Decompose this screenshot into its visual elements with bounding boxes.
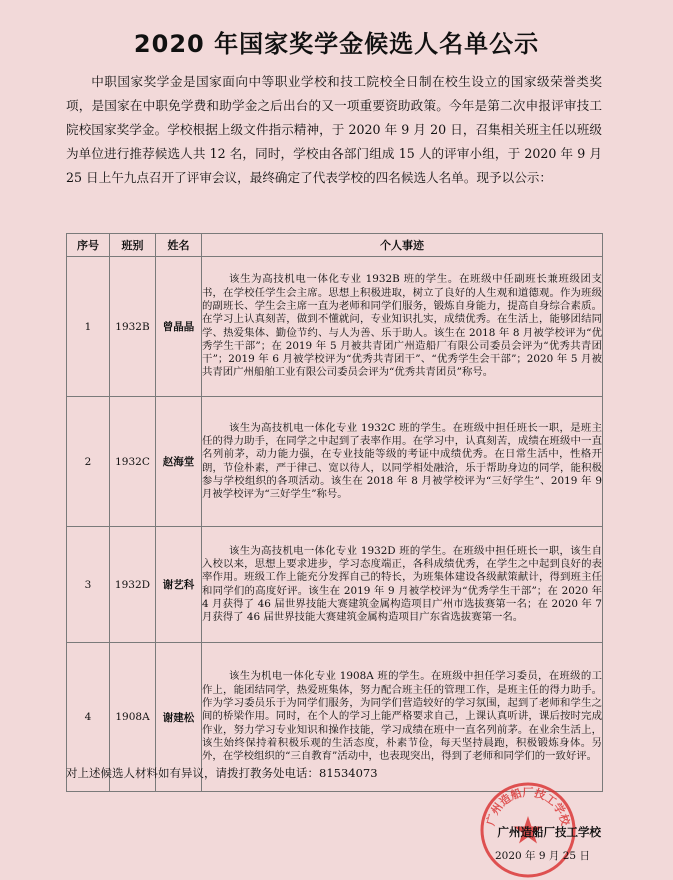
row-deeds: 该生为高技机电一体化专业 1932C 班的学生。在班级中担任班长一职，是班主任的得力助手，在同学之中起到了表率作用。在学习中，认真刻苦，成绩在班级中一直名列前茅，动力能力强，在专业技能等级的考证中成绩优秀。在日常生活中，性格开朗，节俭朴素，严于律己、宽以待人，以同学相处融洽，乐于帮助身边的同学，能积极参与学校组织的各项活动。该生在 2018 年 8 月被学校评为“三好学生”、2019 年 9 月被学校评为“三好学生”称号。 bbox=[202, 397, 603, 527]
row-name: 曾晶晶 bbox=[156, 257, 202, 397]
row-no: 1 bbox=[67, 257, 110, 397]
row-no: 4 bbox=[67, 643, 110, 792]
row-no: 3 bbox=[67, 527, 110, 643]
table-row bbox=[67, 397, 603, 527]
row-deeds: 该生为机电一体化专业 1908A 班的学生。在班级中担任学习委员，在班级的工作上，能团结同学，热爱班集体，努力配合班主任的管理工作，是班主任的得力助手。作为学习委员乐于为同学们服务，为同学们营造较好的学习氛围，起到了老师和学生之间的桥梁作用。同时，在个人的学习上能严格要求自己，上课认真听讲，课后按时完成作业，努力学习专业知识和操作技能，学习成绩在班中一直名列前茅。在业余生活上，该生始终保持着积极乐观的生活态度，朴素节俭，每天坚持晨跑，积极锻炼身体。另外，在学校组织的“三自教育”活动中，也表现突出，得到了老师和同学们的一致好评。 bbox=[202, 643, 603, 792]
table-header-row bbox=[67, 234, 603, 257]
table-row bbox=[67, 257, 603, 397]
row-deeds: 该生为高技机电一体化专业 1932D 班的学生。在班级中担任班长一职，该生自入校以来，思想上要求进步，学习态度端正，各科成绩优秀，在学生之中起到良好的表率作用。班级工作上能充分发挥自己的特长，为班集体建设各级献策献计，得到班主任和同学们的高度好评。该生在 2019 年 9 月被学校评为“优秀学生干部”；在 2020 年 4 月获得了 46 届世界技能大赛建筑金属构造项目广州市选拔赛第一名；在 2020 年 7 月获得了 46 届世界技能大赛建筑金属构造项目广东省选拔赛第一名。 bbox=[202, 527, 603, 643]
header-no: 序号 bbox=[67, 234, 110, 257]
signature-date: 2020 年 9 月 25 日 bbox=[495, 850, 590, 862]
row-no: 2 bbox=[67, 397, 110, 527]
row-class: 1932B bbox=[110, 257, 156, 397]
school-signature: 广州造船厂技工学校 bbox=[497, 825, 601, 839]
header-name: 姓名 bbox=[156, 234, 202, 257]
intro-paragraph: 中职国家奖学金是国家面向中等职业学校和技工院校全日制在校生设立的国家级荣誉类奖项，是国家在中职免学费和助学金之后出台的又一项重要资助政策。今年是第二次申报评审技工院校国家奖学金。学校根据上级文件指示精神，于 2020 年 9 月 20 日，召集相关班主任以班级为单位进行推荐候选人共 12 名，同时，学校由各部门组成 15 人的评审小组，于 2020 年 9 月 25 日上午九点召开了评审会议，最终确定了代表学校的四名候选人名单。现予以公示： bbox=[66, 74, 602, 186]
candidate-table bbox=[66, 233, 603, 792]
header-deeds: 个人事迹 bbox=[202, 234, 603, 257]
row-class: 1932D bbox=[110, 527, 156, 643]
row-name: 谢建松 bbox=[156, 643, 202, 792]
row-name: 赵海堂 bbox=[156, 397, 202, 527]
page-title: 2020 年国家奖学金候选人名单公示 bbox=[133, 30, 540, 58]
header-class: 班别 bbox=[110, 234, 156, 257]
row-class: 1932C bbox=[110, 397, 156, 527]
contact-note: 对上述候选人材料如有异议，请拨打教务处电话：81534073 bbox=[66, 766, 378, 780]
table-row bbox=[67, 527, 603, 643]
seal-text: 广州造船厂技工学校 bbox=[484, 786, 572, 827]
row-name: 谢艺科 bbox=[156, 527, 202, 643]
row-deeds: 该生为高技机电一体化专业 1932B 班的学生。在班级中任副班长兼班级团支书，在学校任学生会主席。思想上积极进取，树立了良好的人生观和道德观。作为班级的副班长、学生会主席一直为老师和同学们服务，锻炼自身能力，提高自身综合素质。在学习上认真刻苦，做到不懂就问，专业知识扎实，成绩优秀。在生活上，能够团结同学、热爱集体、勤俭节约、与人为善、乐于助人。该生在 2018 年 8 月被学校评为“优秀学生干部”；在 2019 年 5 月被共青团广州造船厂有限公司委员会评为“优秀共青团干”；2019 年 6 月被学校评为“优秀共青团干”、“优秀学生会干部”；2020 年 5 月被共青团广州船舶工业有限公司委员会评为“优秀共青团员”称号。 bbox=[202, 257, 603, 397]
row-class: 1908A bbox=[110, 643, 156, 792]
